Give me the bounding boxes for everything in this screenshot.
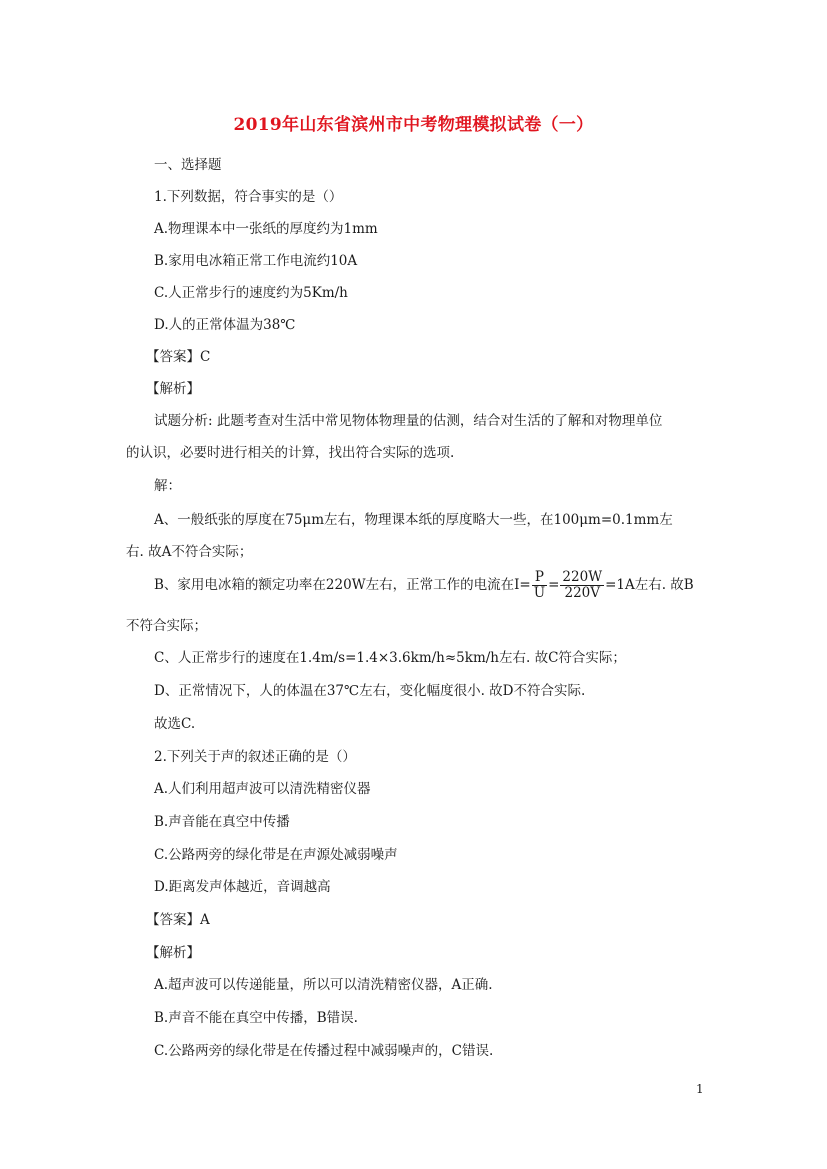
q1-explain-b-prefix: B、家用电冰箱的额定功率在220W左右，正常工作的电流在I= bbox=[154, 577, 531, 593]
fraction-denominator: U bbox=[533, 585, 546, 601]
q2-option-d: D.距离发声体越近，音调越高 bbox=[154, 879, 331, 895]
q1-explain-b-suffix: =1A左右. 故B bbox=[605, 577, 694, 593]
q2-option-a: A.人们利用超声波可以清洗精密仪器 bbox=[154, 781, 371, 797]
q2-analysis-c: C.公路两旁的绿化带是在传播过程中减弱噪声的，C错误. bbox=[154, 1043, 494, 1059]
q1-option-b: B.家用电冰箱正常工作电流约10A bbox=[154, 253, 358, 269]
q1-answer: 【答案】C bbox=[146, 349, 211, 365]
q1-explain-a-line-2: 右. 故A不符合实际； bbox=[126, 544, 253, 560]
q2-stem: 2.下列关于声的叙述正确的是（） bbox=[154, 749, 356, 765]
fraction-numerator: P bbox=[532, 570, 547, 586]
q2-analysis-b: B.声音不能在真空中传播，B错误. bbox=[154, 1010, 358, 1026]
section-heading: 一、选择题 bbox=[154, 157, 222, 173]
formula-equals: = bbox=[548, 577, 560, 593]
q2-option-c: C.公路两旁的绿化带是在声源处减弱噪声 bbox=[154, 847, 398, 863]
formula-fraction-pu bbox=[532, 570, 547, 601]
q1-analysis-line-1: 试题分析: 此题考查对生活中常见物体物理量的估测，结合对生活的了解和对物理单位 bbox=[154, 413, 663, 429]
q1-explain-a-line-1: A、一般纸张的厚度在75μm左右，物理课本纸的厚度略大一些，在100μm=0.1mm左 bbox=[154, 512, 673, 528]
q1-analysis-label: 【解析】 bbox=[146, 381, 200, 397]
q1-explain-b-line-1 bbox=[154, 570, 694, 601]
q1-option-a: A.物理课本中一张纸的厚度约为1mm bbox=[154, 221, 378, 237]
q1-explain-b-line-2: 不符合实际； bbox=[126, 618, 207, 634]
formula-fraction-values bbox=[560, 570, 604, 601]
fraction-denominator: 220V bbox=[564, 585, 601, 601]
q2-analysis-a: A.超声波可以传递能量，所以可以清洗精密仪器，A正确. bbox=[154, 977, 493, 993]
q2-option-b: B.声音能在真空中传播 bbox=[154, 814, 290, 830]
q1-solution-label: 解： bbox=[154, 478, 181, 494]
q1-explain-c: C、人正常步行的速度在1.4m/s=1.4×3.6km/h≈5km/h左右. 故C符合实际； bbox=[154, 650, 626, 666]
q1-conclusion: 故选C. bbox=[154, 716, 196, 732]
q2-answer: 【答案】A bbox=[146, 912, 210, 928]
q1-stem: 1.下列数据，符合事实的是（） bbox=[154, 189, 343, 205]
q1-option-c: C.人正常步行的速度约为5Km/h bbox=[154, 285, 348, 301]
q1-explain-d: D、正常情况下，人的体温在37℃左右，变化幅度很小. 故D不符合实际. bbox=[154, 683, 586, 699]
document-title: 2019年山东省滨州市中考物理模拟试卷（一） bbox=[233, 115, 594, 135]
q2-analysis-label: 【解析】 bbox=[146, 945, 200, 961]
fraction-numerator: 220W bbox=[562, 569, 603, 585]
q1-option-d: D.人的正常体温为38℃ bbox=[154, 317, 296, 333]
page-number: 1 bbox=[696, 1082, 704, 1096]
q1-analysis-line-2: 的认识，必要时进行相关的计算，找出符合实际的选项. bbox=[126, 445, 455, 461]
